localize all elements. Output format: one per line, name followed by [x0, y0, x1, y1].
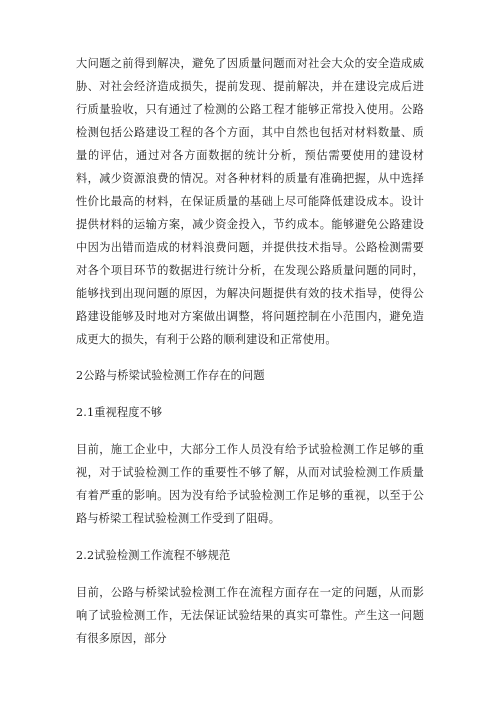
spacer — [76, 351, 424, 364]
spacer — [76, 530, 424, 544]
spacer — [76, 424, 424, 438]
spacer — [76, 567, 424, 581]
subsection-heading: 2.2试验检测工作流程不够规范 — [76, 549, 231, 562]
body-paragraph: 大问题之前得到解决，避免了因质量问题而对社会大众的安全造成威胁、对社会经济造成损失，提前发现、提前解决，并在建设完成后进行质量验收，只有通过了检测的公路工程才能够正常投入使用。公路检测包括公路建设工程的各个方面，其中自然也包括对材料数量、质量的评估，通过对各方面数据的统计分析，预估需要使用的建设材料，减少资源浪费的情况。对各种材料的质量有准确把握，从中选择性价比最高的材料，在保证质量的基础上尽可能降低建设成本。设计提供材料的运输方案，减少资金投入，节约成本。能够避免公路建设中因为出错而造成的材料浪费问题，并提供技术指导。公路检测需要对各个项目环节的数据进行统计分析，在发现公路质量问题的同时，能够找到出现问题的原因，为解决问题提供有效的技术指导，使得公路建设能够及时地对方案做出调整，将问题控制在小范围内，避免造成更大的损失，有利于公路的顺利建设和正常使用。 — [76, 57, 424, 346]
document-page — [76, 52, 424, 650]
spacer — [76, 387, 424, 401]
body-paragraph: 目前，施工企业中，大部分工作人员没有给予试验检测工作足够的重视，对于试验检测工作的重要性不够了解，从而对试验检测工作质量有着严重的影响。因为没有给予试验检测工作足够的重视，以至于公路与桥梁工程试验检测工作受到了阻碍。 — [76, 443, 424, 525]
subsection-heading: 2.1重视程度不够 — [76, 406, 163, 419]
section-heading: 2公路与桥梁试验检测工作存在的问题 — [76, 369, 265, 382]
body-paragraph: 目前，公路与桥梁试验检测工作在流程方面存在一定的问题，从而影响了试验检测工作，无法保证试验结果的真实可靠性。产生这一问题有很多原因，部分 — [76, 586, 424, 645]
